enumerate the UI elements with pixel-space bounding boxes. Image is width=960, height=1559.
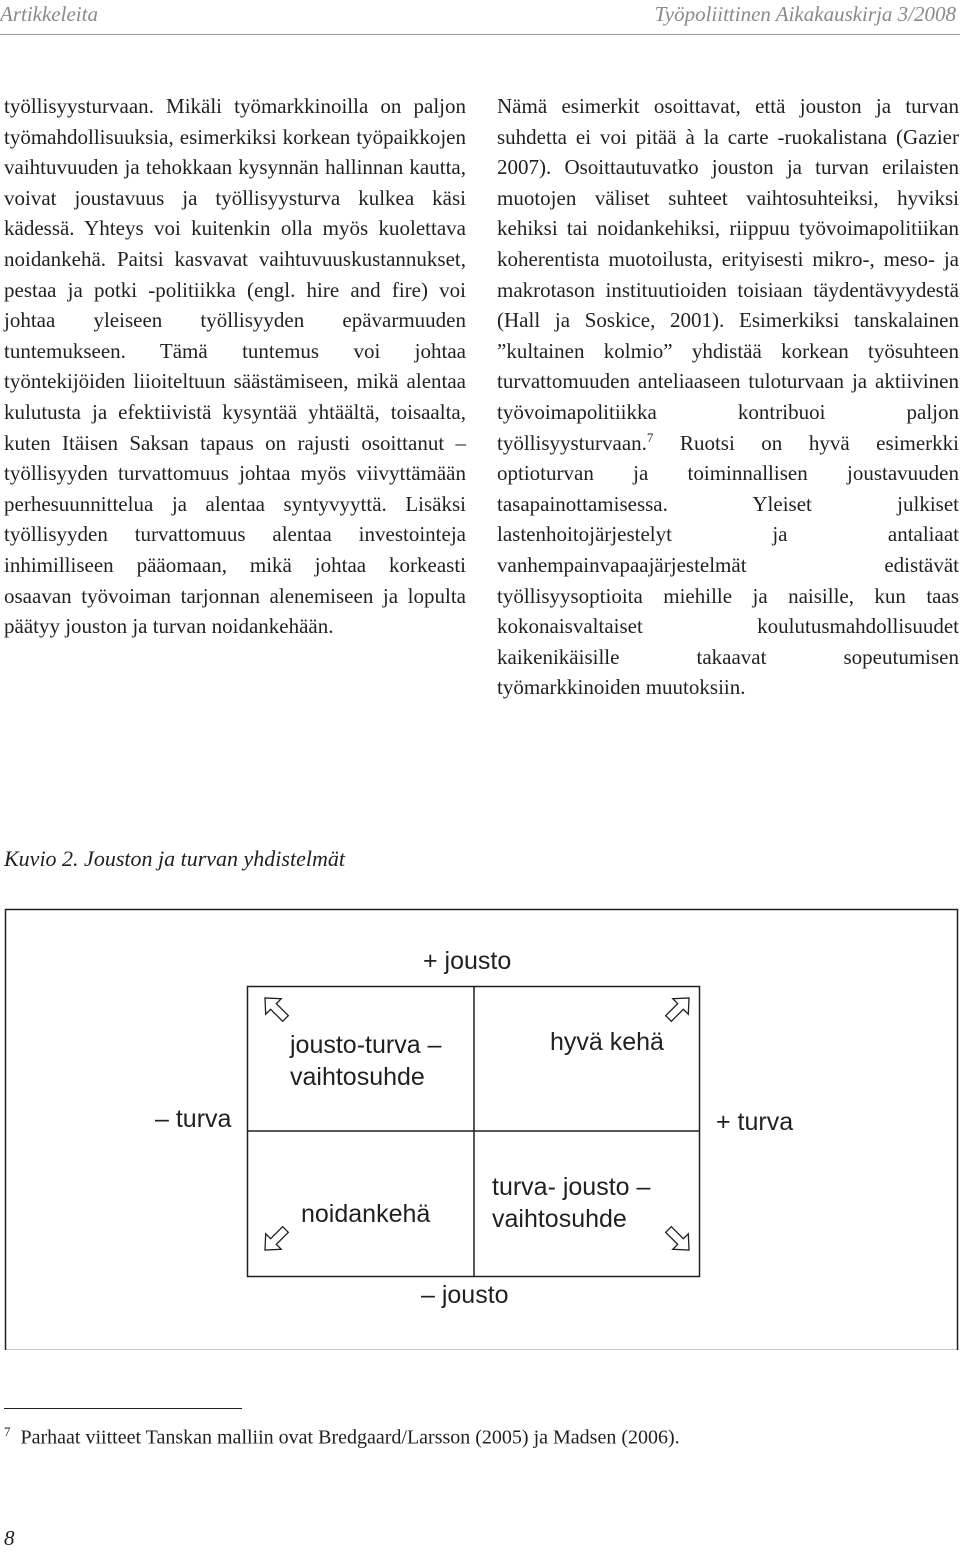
right-column-paragraph (497, 91, 959, 703)
running-head-section: Artikkeleita (0, 2, 98, 26)
quadrant-label-line: turva- jousto – (492, 1173, 651, 1201)
quadrant-label-line: jousto-turva – (290, 1031, 442, 1059)
quadrant-label-turva-jousto-vaihtosuhde (492, 1171, 650, 1235)
left-column-text: työllisyysturvaan. Mikäli työmarkkinoilla on paljon työmahdollisuuksia, esimerkiksi korkean työpaikkojen vaihtuvuuden ja tehokkaan kysynnän hallinnan kautta, voivat joustavuus ja työllisyysturva kulkea käsi kädessä. Yhteys voi kuitenkin olla myös kuolettava noidankehä. Paitsi kasvavat vaihtuvuuskustannukset, pestaa ja potki -politiikka (engl. hire and fire) voi johtaa yleiseen työllisyyden epävarmuuden tuntemukseen. Tämä tuntemus voi johtaa työntekijöiden liioiteltuun säästämiseen, mikä alentaa kulutusta ja efektiivistä kysyntää yhtäältä, toisaalta, kuten Itäisen Saksan tapaus on rajusti osoittanut – työllisyyden turvattomuus johtaa myös viivyttämään perhesuunnittelua ja alentaa syntyvyyttä. Lisäksi työllisyyden turvattomuus alentaa investointeja inhimilliseen pääomaan, mikä johtaa korkeasti osaavan työvoiman tarjonnan alenemiseen ja lopulta päätyy jouston ja turvan noidankehään. (4, 94, 466, 639)
quadrant-label-hyva-keha: hyvä kehä (550, 1028, 664, 1056)
running-head-journal: Työpoliittinen Aikakauskirja 3/2008 (654, 2, 956, 26)
footnote-divider (4, 1408, 242, 1409)
axis-label-minus-turva: – turva (155, 1105, 232, 1133)
quadrant-label-noidankeha: noidankehä (301, 1200, 431, 1228)
footnote-reference[interactable]: 7 (646, 429, 654, 445)
arrow-up-right-icon (661, 990, 697, 1026)
page-number: 8 (4, 1526, 15, 1550)
figure-caption: Kuvio 2. Jouston ja turvan yhdistelmät (4, 846, 345, 871)
body-left-column (4, 91, 466, 642)
quadrant-label-line: vaihtosuhde (492, 1205, 627, 1233)
footnote-text: Parhaat viitteet Tanskan malliin ovat Bredgaard/Larsson (2005) ja Madsen (2006). (20, 1426, 680, 1449)
footnote-number: 7 (4, 1424, 11, 1439)
quadrant-label-line: vaihtosuhde (290, 1063, 425, 1091)
axis-label-minus-jousto: – jousto (421, 1281, 509, 1309)
arrow-down-left-icon (257, 1222, 293, 1258)
figure-diagram (0, 905, 960, 1350)
right-column-text-1: Nämä esimerkit osoittavat, että jouston ja turvan suhdetta ei voi pitää à la carte -ruokalistana (Gazier 2007). Osoittautuvatko jouston ja turvan erilaisten muotojen väliset suhteet vaihtosuhteiksi, hyviksi kehiksi tai noidankehiksi, riippuu työvoimapolitiikan koherentista muotoilusta, erityisesti mikro-, meso- ja makrotason instituutioiden toisiaan täydentävyydestä (Hall ja Soskice, 2001). Esimerkiksi tanskalainen ”kultainen kolmio” yhdistää korkean työsuhteen turvattomuuden anteliaaseen tuloturvaan ja aktiivinen työvoimapolitiikka kontribuoi paljon työllisyysturvaan. (497, 94, 959, 455)
header-divider (0, 34, 960, 35)
body-right-column (497, 91, 959, 703)
axis-label-plus-jousto: + jousto (423, 947, 512, 975)
arrow-up-left-icon (257, 990, 293, 1026)
axis-label-plus-turva: + turva (716, 1108, 794, 1136)
right-column-text-2: Ruotsi on hyvä esimerkki optioturvan ja toiminnallisen joustavuuden tasapainottamisessa. Yleiset julkiset lastenhoitojärjestelyt ja antaliaat vanhempainvapaajärjestelmät edistävät työllisyysoptioita miehille ja naisille, kun taas kokonaisvaltaiset koulutusmahdollisuudet kaikenikäisille takaavat sopeutumisen työmarkkinoiden muutoksiin. (497, 430, 959, 700)
footnote (4, 1424, 680, 1450)
arrow-down-right-icon (661, 1222, 697, 1258)
quadrant-label-jousto-turva-vaihtosuhde (290, 1029, 441, 1093)
